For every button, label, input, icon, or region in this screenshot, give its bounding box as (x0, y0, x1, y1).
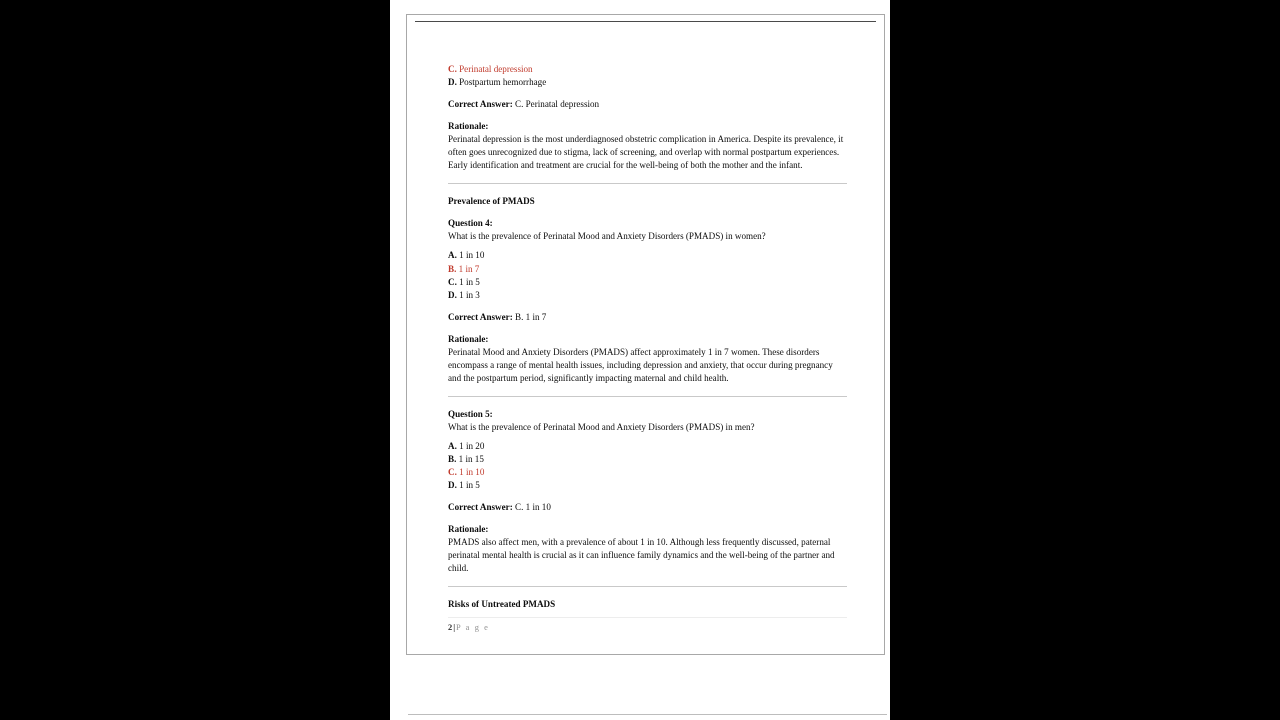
correct-answer-value: C. 1 in 10 (512, 502, 551, 513)
page-header-rule (415, 21, 876, 22)
option-c[interactable] (448, 466, 848, 479)
option-letter: C. (448, 64, 457, 74)
correct-answer-value: B. 1 in 7 (512, 311, 547, 322)
option-text: 1 in 5 (456, 480, 480, 491)
option-d[interactable] (448, 479, 848, 492)
question-3-rationale-label: Rationale: (448, 121, 489, 132)
page-label-word: P a g e (456, 623, 490, 632)
option-d[interactable] (448, 76, 848, 89)
section-heading-prevalence: Prevalence of PMADS (448, 196, 535, 207)
option-letter: D. (448, 289, 457, 300)
option-c[interactable] (448, 276, 848, 289)
page-footer (448, 623, 490, 632)
option-text: 1 in 7 (456, 263, 480, 274)
option-text: 1 in 15 (456, 454, 484, 465)
option-b[interactable] (448, 263, 848, 276)
question-4-label: Question 4: (448, 218, 493, 229)
option-letter: A. (448, 440, 457, 451)
question-3-correct-answer (448, 98, 848, 111)
option-letter: C. (448, 467, 457, 478)
correct-answer-value: C. Perinatal depression (512, 99, 600, 110)
section-divider (448, 183, 847, 184)
next-page-header-rule (408, 714, 887, 715)
option-text: 1 in 5 (456, 276, 480, 287)
question-5-rationale-label: Rationale: (448, 524, 489, 535)
question-4-rationale-label: Rationale: (448, 333, 489, 344)
option-text: Perinatal depression (456, 64, 533, 74)
question-5-options (448, 440, 848, 492)
option-text: 1 in 3 (456, 289, 480, 300)
question-4-options (448, 249, 848, 301)
page-number: 2 (448, 623, 453, 632)
question-5-prompt: What is the prevalence of Perinatal Mood and Anxiety Disorders (PMADS) in men? (448, 421, 755, 432)
section-divider (448, 396, 847, 397)
section-heading-risks: Risks of Untreated PMADS (448, 599, 556, 610)
correct-answer-label: Correct Answer: (448, 311, 513, 322)
option-text: Postpartum hemorrhage (456, 77, 547, 88)
question-5-correct-answer (448, 501, 848, 514)
option-letter: B. (448, 263, 457, 274)
page-footer-rule (448, 617, 847, 618)
option-letter: D. (448, 480, 457, 491)
question-4-rationale-text: Perinatal Mood and Anxiety Disorders (PMADS) affect approximately 1 in 7 women. These disorders encompass a range of mental health issues, including depression and anxiety, that occur during pregnancy and the postpartum period, significantly impacting maternal and child health. (448, 346, 833, 383)
option-c[interactable] (448, 63, 848, 76)
page-content (448, 63, 848, 611)
option-letter: C. (448, 276, 457, 287)
option-d[interactable] (448, 289, 848, 302)
option-text: 1 in 20 (456, 440, 485, 451)
question-5-rationale-text: PMADS also affect men, with a prevalence of about 1 in 10. Although less frequently discussed, paternal perinatal mental health is crucial as it can influence family dynamics and the well-being of the partner and child. (448, 537, 835, 574)
option-letter: B. (448, 454, 457, 465)
document-page-2 (406, 14, 885, 655)
section-divider (448, 586, 847, 587)
question-3-rationale-text: Perinatal depression is the most underdiagnosed obstetric complication in America. Despite its prevalence, it often goes unrecognized due to stigma, lack of screening, and overlap with normal postpartum experiences. Early identification and treatment are crucial for the well-being of both the mother and the infant. (448, 134, 844, 171)
correct-answer-label: Correct Answer: (448, 99, 513, 110)
option-a[interactable] (448, 249, 848, 262)
option-letter: A. (448, 250, 457, 261)
page-label-separator: | (453, 623, 456, 632)
question-4-prompt: What is the prevalence of Perinatal Mood and Anxiety Disorders (PMADS) in women? (448, 231, 766, 242)
correct-answer-label: Correct Answer: (448, 502, 513, 513)
option-b[interactable] (448, 453, 848, 466)
option-text: 1 in 10 (456, 467, 485, 478)
question-4-correct-answer (448, 311, 848, 324)
question-3-options (448, 63, 848, 89)
question-5-label: Question 5: (448, 408, 493, 419)
option-a[interactable] (448, 440, 848, 453)
option-text: 1 in 10 (456, 250, 485, 261)
document-viewer[interactable] (390, 0, 890, 720)
option-letter: D. (448, 77, 457, 88)
